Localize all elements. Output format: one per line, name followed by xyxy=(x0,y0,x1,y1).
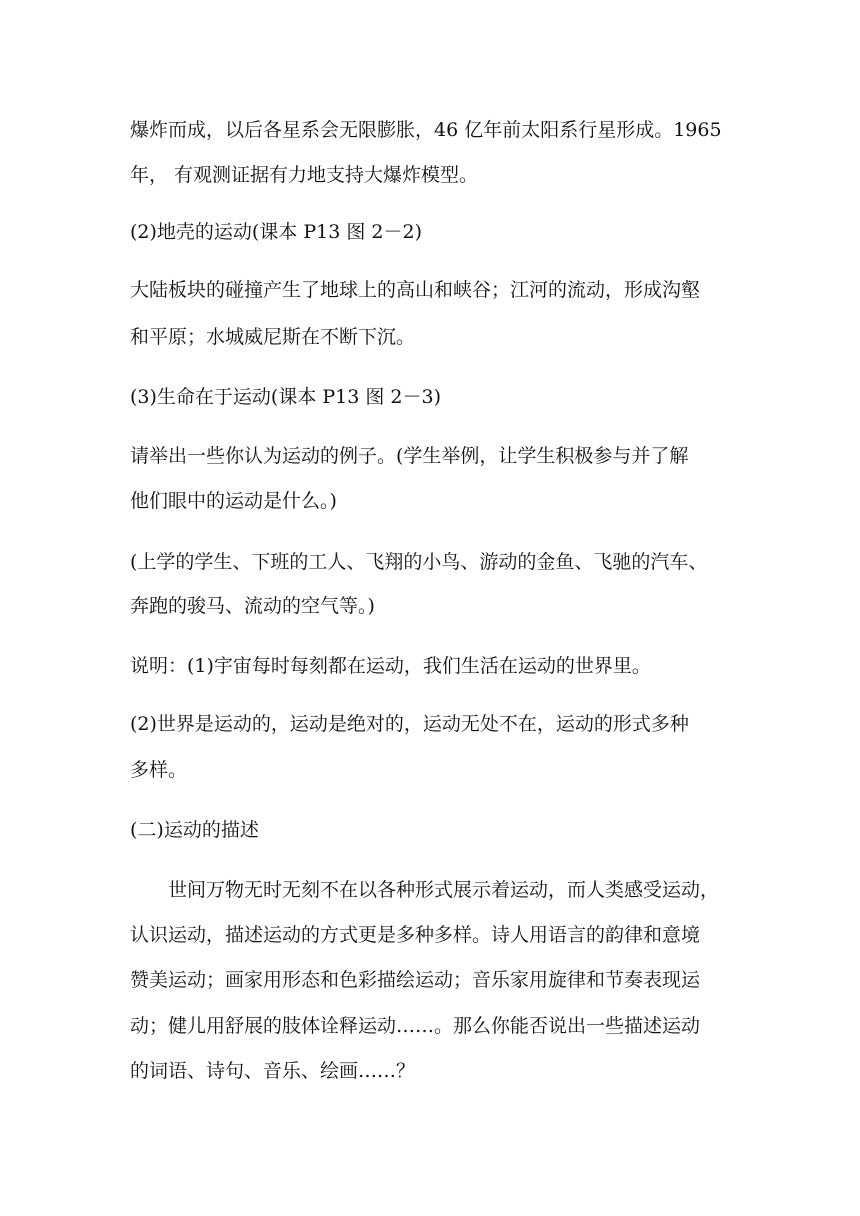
text-line: 说明：(1)宇宙每时每刻都在运动，我们生活在运动的世界里。 xyxy=(130,655,651,677)
section-heading: (3)生命在于运动(课本 P13 图 2－3) xyxy=(130,386,441,408)
text-line: 他们眼中的运动是什么。) xyxy=(130,490,337,512)
text-line: 和平原；水城威尼斯在不断下沉。 xyxy=(130,326,416,348)
text-line: 爆炸而成，以后各星系会无限膨胀，46 亿年前太阳系行星形成。1965 xyxy=(130,119,722,141)
text-line: 请举出一些你认为运动的例子。(学生举例，让学生积极参与并了解 xyxy=(130,445,689,467)
text-line: 年， 有观测证据有力地支持大爆炸模型。 xyxy=(130,164,479,186)
text-line: 的词语、诗句、音乐、绘画……？ xyxy=(130,1060,416,1082)
text-line: 赞美运动；画家用形态和色彩描绘运动；音乐家用旋律和节奏表现运 xyxy=(130,969,701,991)
section-heading: (2)地壳的运动(课本 P13 图 2－2) xyxy=(130,221,422,243)
text-line: 动；健儿用舒展的肢体诠释运动……。那么你能否说出一些描述运动 xyxy=(130,1015,701,1037)
text-line: 奔跑的骏马、流动的空气等。) xyxy=(130,595,375,617)
text-line: 大陆板块的碰撞产生了地球上的高山和峡谷；江河的流动，形成沟壑 xyxy=(130,279,701,301)
section-heading: (二)运动的描述 xyxy=(130,819,259,841)
text-line: 认识运动，描述运动的方式更是多种多样。诗人用语言的韵律和意境 xyxy=(130,924,701,946)
text-line: (2)世界是运动的，运动是绝对的，运动无处不在，运动的形式多种 xyxy=(130,713,689,735)
paragraph-first-line: 世间万物无时无刻不在以各种形式展示着运动，而人类感受运动， xyxy=(168,879,720,901)
text-line: (上学的学生、下班的工人、飞翔的小鸟、游动的金鱼、飞驰的汽车、 xyxy=(130,551,708,573)
text-line: 多样。 xyxy=(130,759,188,781)
